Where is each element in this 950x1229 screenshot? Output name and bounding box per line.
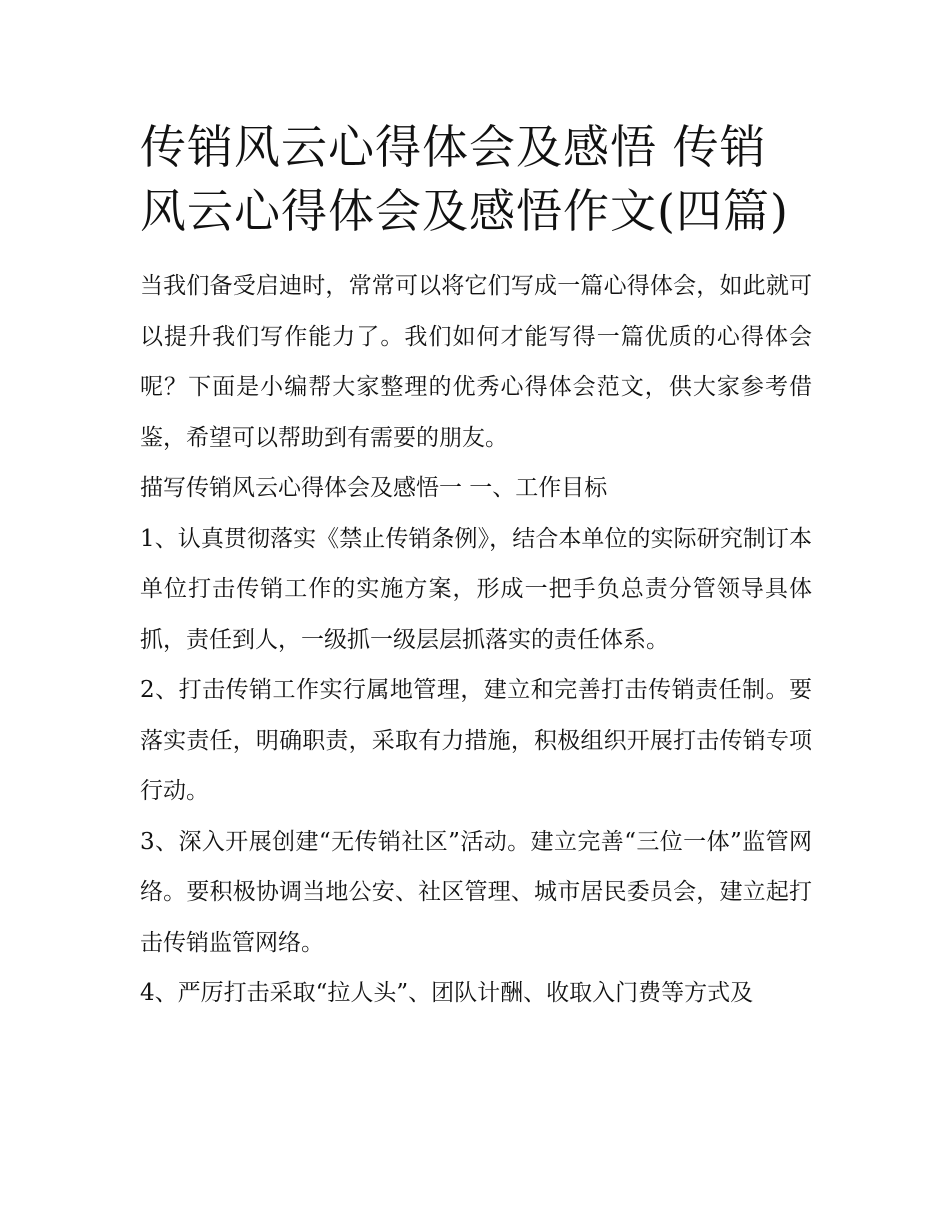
section-heading: 描写传销风云心得体会及感悟一 一、工作目标 — [140, 475, 608, 501]
list-item-3: 3、深入开展创建“无传销社区”活动。建立完善“三位一体”监管网络。要积极协调当地公安、社区管理、城市居民委员会，建立起打击传销监管网络。 — [140, 828, 812, 956]
list-item-4: 4、严厉打击采取“拉人头”、团队计酬、收取入门费等方式及 — [140, 980, 754, 1006]
document-title: 传销风云心得体会及感悟 传销风云心得体会及感悟作文(四篇) — [140, 120, 789, 238]
document-page — [140, 115, 812, 1019]
intro-paragraph: 当我们备受启迪时，常常可以将它们写成一篇心得体会，如此就可以提升我们写作能力了。我们如何才能写得一篇优质的心得体会呢？下面是小编帮大家整理的优秀心得体会范文，供大家参考借鉴，希望可以帮助到有需要的朋友。 — [140, 273, 812, 451]
list-item-1: 1、认真贯彻落实《禁止传销条例》，结合本单位的实际研究制订本单位打击传销工作的实施方案，形成一把手负总责分管领导具体抓，责任到人，一级抓一级层层抓落实的责任体系。 — [140, 525, 812, 653]
list-item-2: 2、打击传销工作实行属地管理，建立和完善打击传销责任制。要落实责任，明确职责，采取有力措施，积极组织开展打击传销专项行动。 — [140, 677, 812, 804]
